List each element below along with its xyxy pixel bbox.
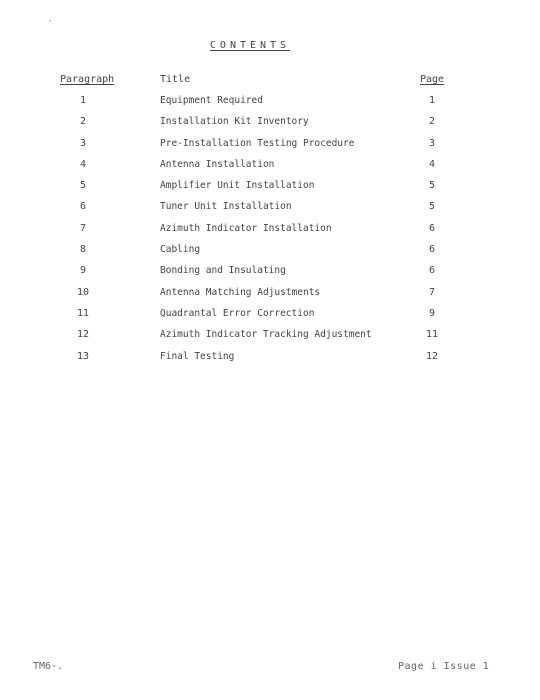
paragraph-number: 2 [79, 116, 87, 128]
column-header-paragraph: Paragraph [60, 74, 115, 85]
paragraph-number: 3 [79, 137, 87, 149]
entry-title: Equipment Required [160, 95, 263, 106]
contents-row [0, 244, 540, 265]
entry-title: Antenna Matching Adjustments [160, 286, 321, 298]
page-number: 6 [428, 265, 436, 277]
paragraph-number: 5 [79, 180, 87, 192]
entry-title: Installation Kit Inventory [160, 116, 309, 128]
contents-row [0, 329, 540, 350]
paragraph-number: 8 [79, 244, 87, 256]
contents-heading: CONTENTS [209, 40, 291, 51]
contents-row [0, 159, 540, 180]
page-number: 12 [425, 350, 439, 362]
page-number: 6 [428, 222, 436, 234]
entry-title: Final Testing [160, 350, 235, 362]
page-number: 5 [428, 180, 436, 192]
contents-row [0, 308, 540, 329]
paragraph-number: 9 [79, 265, 87, 277]
page-number: 7 [428, 286, 436, 298]
entry-title: Pre-Installation Testing Procedure [160, 137, 355, 149]
paragraph-number: 6 [79, 201, 87, 213]
paragraph-number: 12 [76, 329, 90, 341]
entry-title: Azimuth Indicator Installation [160, 222, 332, 234]
contents-row [0, 116, 540, 137]
column-header-page: Page [420, 74, 445, 85]
entry-title: Cabling [160, 244, 201, 256]
entry-title: Antenna Installation [160, 158, 275, 170]
page-number: 3 [428, 137, 436, 149]
paragraph-number: 4 [79, 158, 87, 170]
entry-title: Bonding and Insulating [160, 265, 286, 277]
paragraph-number: 1 [79, 95, 87, 106]
page-number: 5 [428, 201, 436, 213]
contents-row [0, 180, 540, 201]
paragraph-number: 11 [76, 307, 90, 319]
page-number: 2 [428, 116, 436, 128]
paragraph-number: 13 [76, 350, 90, 362]
page-number: 11 [425, 329, 439, 341]
contents-row [0, 138, 540, 159]
page-number: 9 [428, 307, 436, 319]
entry-title: Quadrantal Error Correction [160, 307, 315, 319]
contents-list [0, 95, 540, 372]
footer-document-code: TM6-. [33, 661, 64, 672]
contents-row [0, 287, 540, 308]
entry-title: Amplifier Unit Installation [160, 180, 315, 192]
page-number: 4 [428, 158, 436, 170]
entry-title: Azimuth Indicator Tracking Adjustment [160, 329, 372, 341]
paragraph-number: 7 [79, 222, 87, 234]
page-number: 6 [428, 244, 436, 256]
paragraph-number: 10 [76, 286, 90, 298]
contents-row [0, 223, 540, 244]
page-number: 1 [428, 95, 436, 106]
column-header-title: Title [160, 74, 191, 85]
contents-row [0, 351, 540, 372]
contents-row [0, 265, 540, 286]
contents-row [0, 201, 540, 222]
entry-title: Tuner Unit Installation [160, 201, 292, 213]
contents-row [0, 95, 540, 116]
scan-speck [49, 20, 51, 22]
footer-page-issue: Page i Issue 1 [398, 661, 490, 672]
